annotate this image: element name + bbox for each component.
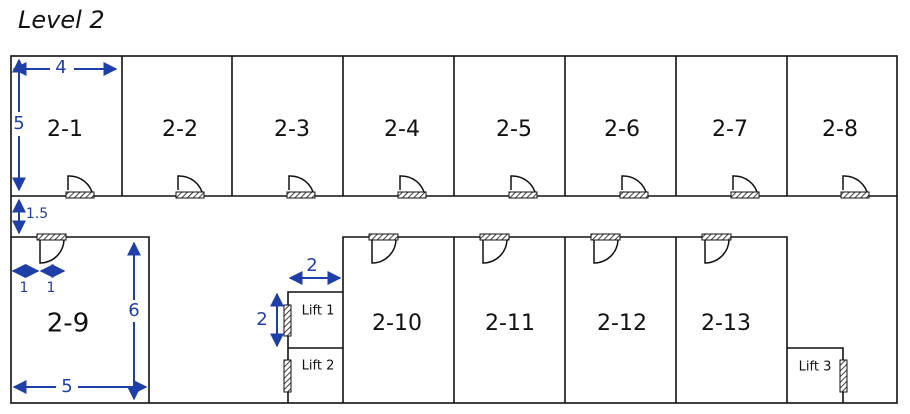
door-2-3 [287, 176, 315, 198]
room-2-5-label: 2-5 [496, 117, 532, 142]
room-2-9-label: 2-9 [46, 308, 90, 339]
top-row-walls [11, 56, 897, 196]
door-2-11 [480, 234, 509, 263]
lift-3-door [840, 360, 847, 392]
room-2-10-label: 2-10 [372, 311, 422, 336]
door-2-12 [591, 234, 620, 263]
door-2-13 [702, 234, 731, 263]
room-2-13-label: 2-13 [701, 311, 751, 336]
room-2-4-label: 2-4 [384, 117, 420, 142]
door-2-1 [66, 176, 94, 198]
room-2-6-label: 2-6 [604, 117, 640, 142]
dimension-corridor-width [19, 200, 48, 233]
dimension-room-width [14, 57, 116, 78]
room-2-8-label: 2-8 [822, 117, 858, 142]
dimension-corridor-width-label: 1.5 [25, 206, 49, 222]
room-2-12-label: 2-12 [597, 311, 647, 336]
room-2-11-label: 2-11 [485, 311, 535, 336]
room-2-7-label: 2-7 [712, 117, 748, 142]
dimension-lift-depth [256, 294, 277, 346]
dimension-room9-depth [128, 243, 139, 399]
level-title: Level 2 [18, 6, 105, 34]
dimension-room9-width-label: 5 [61, 376, 73, 397]
dimension-room-depth [13, 60, 24, 190]
door-2-10 [369, 234, 398, 263]
room-2-3-label: 2-3 [274, 117, 310, 142]
dimension-room9-depth-label: 6 [128, 300, 140, 321]
door-2-7 [731, 176, 759, 198]
dimension-door-offset-a-label: 1 [19, 280, 29, 296]
lift-1-label: Lift 1 [301, 303, 335, 319]
door-2-2 [176, 176, 204, 198]
door-2-8 [841, 176, 869, 198]
dimension-lift-width [290, 255, 340, 278]
lift-1-door [284, 305, 291, 336]
dimension-door-offsets [13, 271, 64, 296]
dimension-room-depth-label: 5 [13, 113, 25, 134]
dimension-door-offset-b-label: 1 [46, 280, 56, 296]
lift-2-door [284, 360, 291, 392]
dimension-lift-depth-label: 2 [256, 309, 268, 330]
door-2-5 [509, 176, 537, 198]
dimension-room-width-label: 4 [55, 57, 67, 78]
room-2-2-label: 2-2 [162, 117, 198, 142]
dimension-room9-width [14, 376, 146, 397]
room-2-1-label: 2-1 [47, 117, 83, 142]
lift-2-label: Lift 2 [301, 358, 335, 374]
door-2-6 [620, 176, 648, 198]
dimension-lift-width-label: 2 [306, 255, 318, 276]
door-2-4 [398, 176, 426, 198]
door-2-9 [37, 234, 66, 263]
lift-3-label: Lift 3 [798, 359, 832, 375]
